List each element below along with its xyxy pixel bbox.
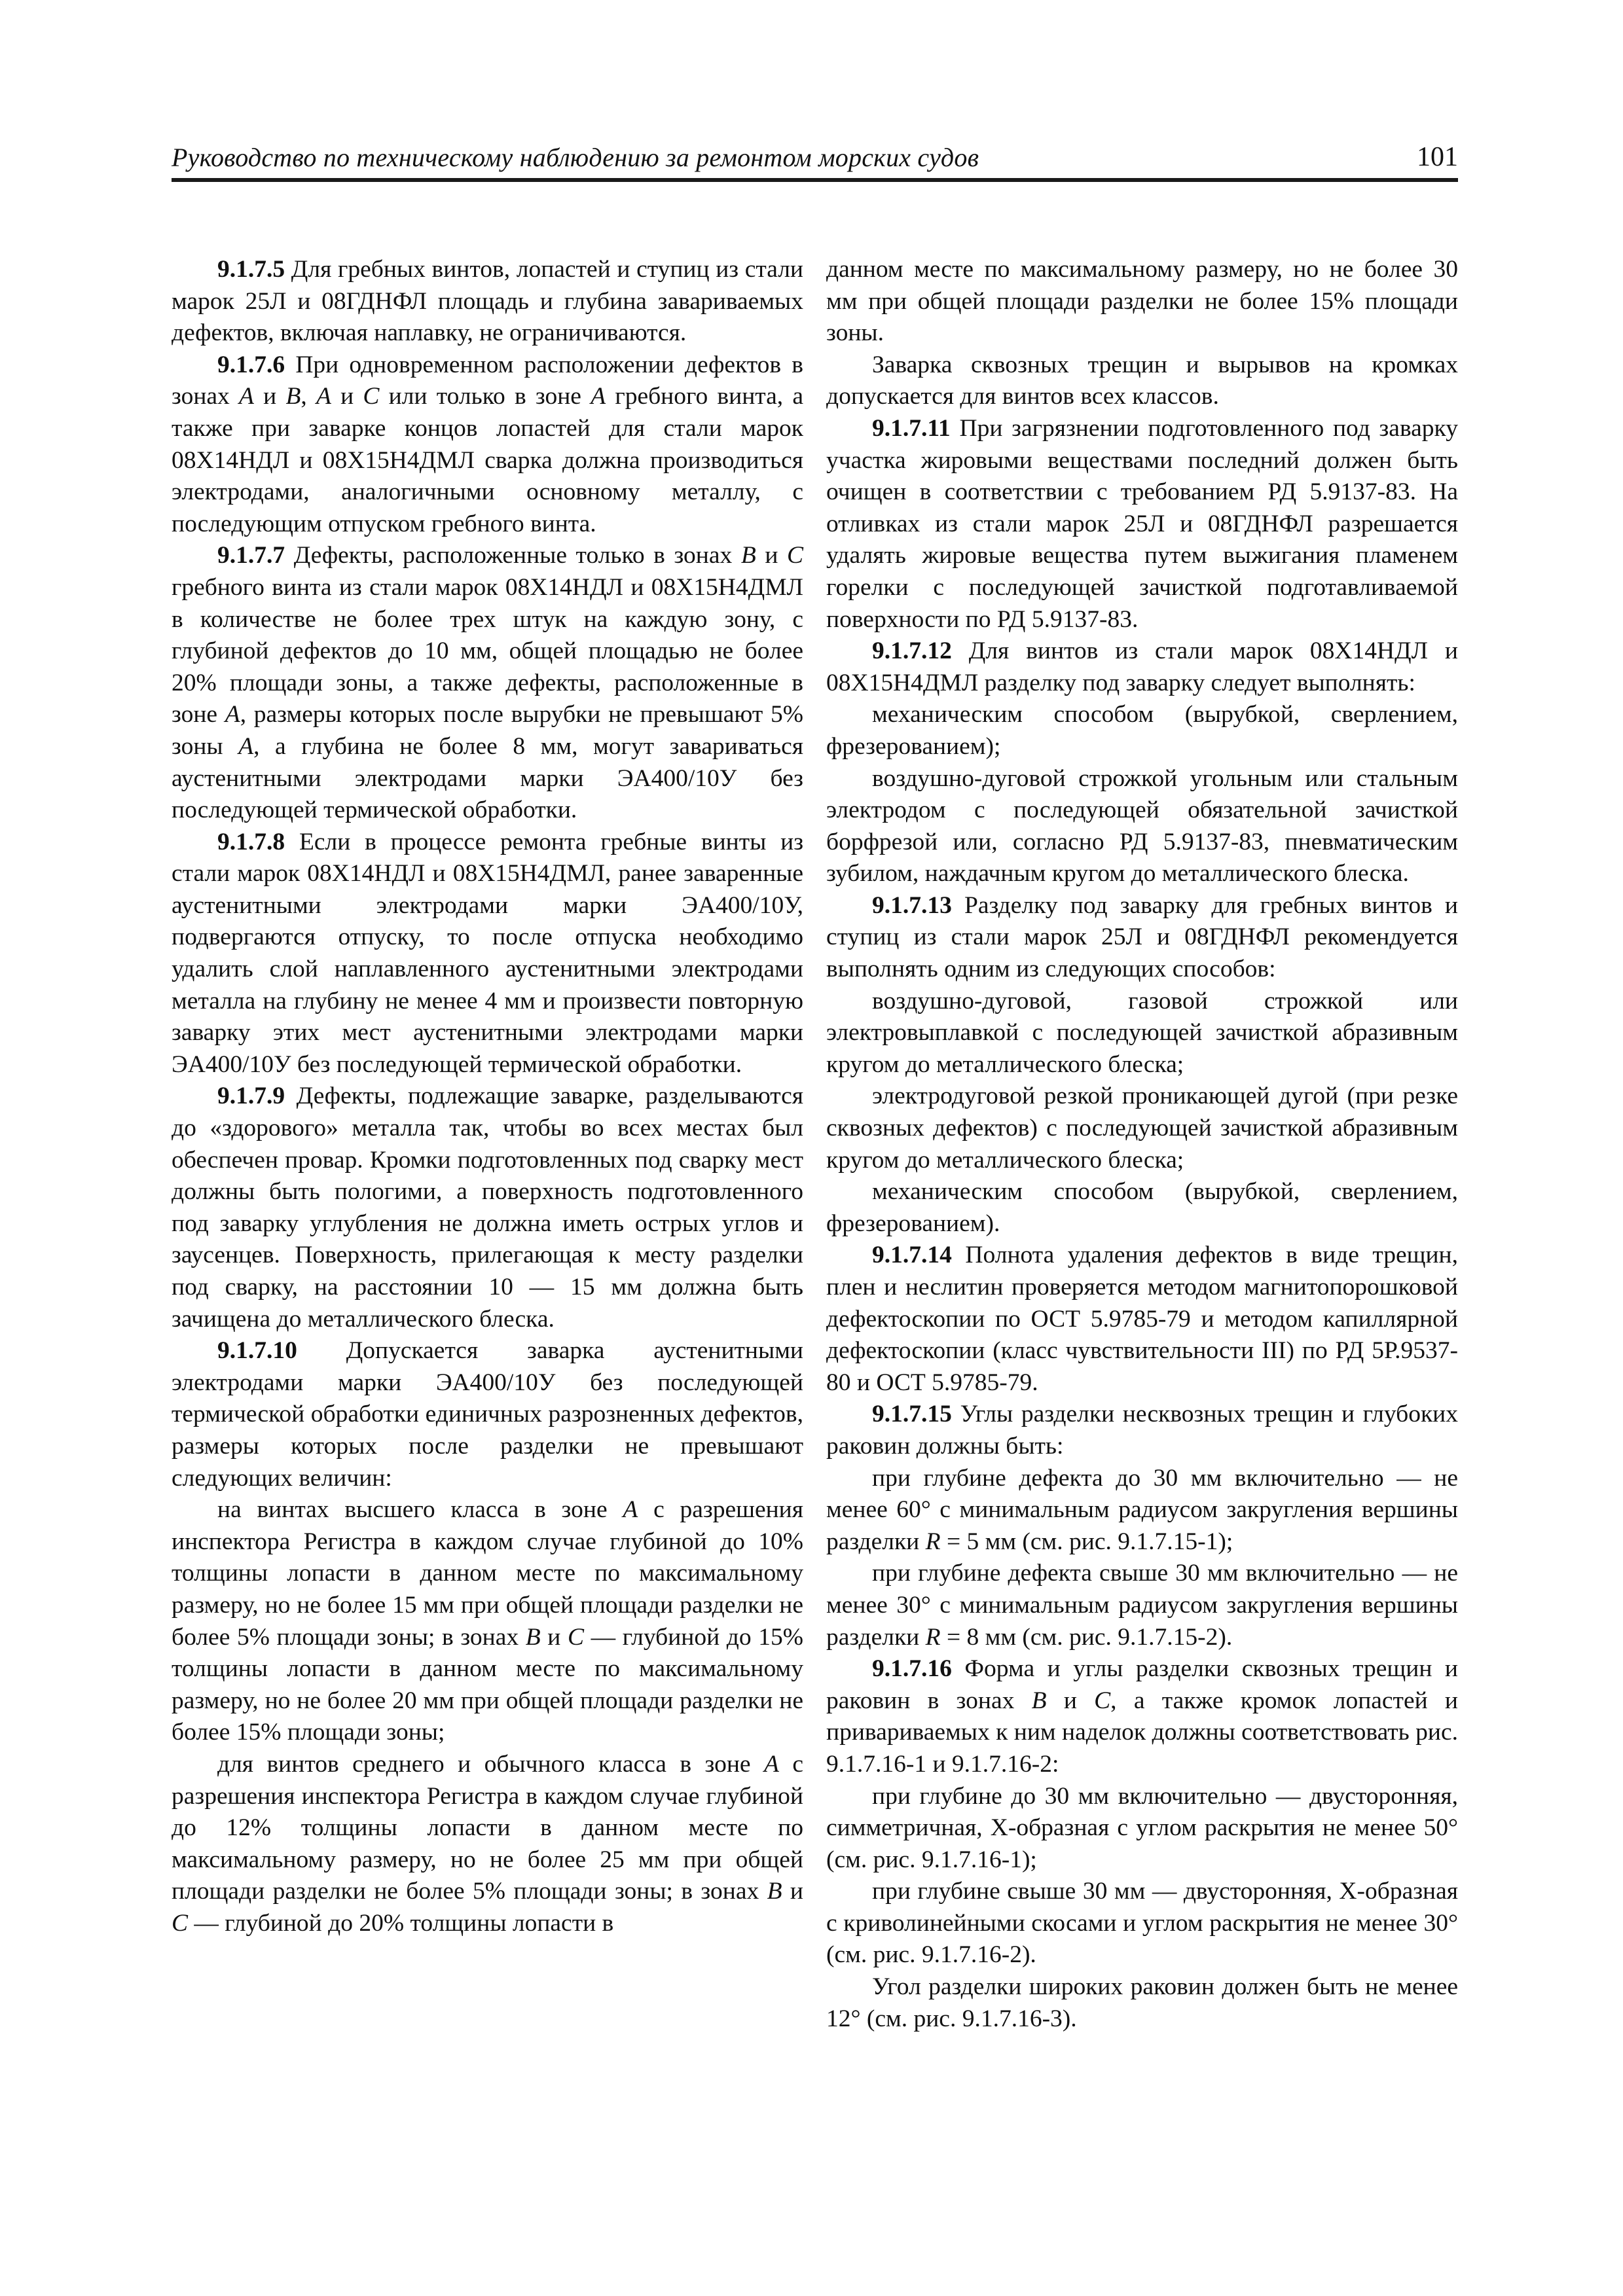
text-run: Если в процессе ремонта гребные винты из стали марок 08Х14НДЛ и 08Х15Н4ДМЛ, ранее заваренные аустенитными электродами марки ЭА400/10У, подвергаются отпуску, то после отпуска необходимо удалить слой наплавленного аустенитными электродами металла на глубину не менее 4 мм и произвести повторную заварку этих мест аустенитными электродами марки ЭА400/10У без последующей термической обработки.	[172, 828, 804, 1078]
text-run: = 8 мм (см. рис. 9.1.7.15-2).	[940, 1623, 1233, 1651]
clause-paragraph	[172, 827, 803, 1081]
text-run: электродуговой резкой проникающей дугой (при резке сквозных дефектов) с последующей зачисткой абразивным кругом до металлического блеска;	[826, 1083, 1458, 1174]
text-run: и	[782, 1878, 803, 1905]
clause-paragraph	[826, 1399, 1458, 1462]
clause-number: 9.1.7.10	[217, 1337, 297, 1365]
text-run: , а также кромок лопастей и привариваемых к ним наделок должны соответствовать рис. 9.1.7.16-1 и 9.1.7.16-2:	[826, 1687, 1458, 1778]
text-run: данном месте по максимальному размеру, но не более 30 мм при общей площади разделки не более 15% площади зоны.	[826, 256, 1458, 347]
paragraph	[826, 254, 1458, 350]
clause-number: 9.1.7.15	[872, 1401, 952, 1428]
text-run: при глубине дефекта свыше 30 мм включительно — не менее 30° с минимальным радиусом закругления вершины разделки	[826, 1560, 1458, 1651]
text-run: , а глубина не более 8 мм, могут завариваться аустенитными электродами марки ЭА400/10У без последующей термической обработки.	[172, 732, 803, 824]
clause-paragraph	[826, 1653, 1458, 1780]
italic-symbol: A	[763, 1750, 779, 1778]
italic-symbol: C	[172, 1909, 189, 1937]
text-run: при глубине до 30 мм включительно — двусторонняя, симметричная, Х-образная с углом раскрытия не менее 50° (см. рис. 9.1.7.16-1);	[826, 1782, 1458, 1873]
text-run: или только в зоне	[379, 383, 591, 410]
clause-paragraph	[826, 413, 1458, 636]
text-run: Для гребных винтов, лопастей и ступиц из стали марок 25Л и 08ГДНФЛ площадь и глубина завариваемых дефектов, включая наплавку, не ограничиваются.	[172, 256, 804, 347]
italic-symbol: B	[525, 1623, 541, 1651]
italic-symbol: C	[567, 1623, 584, 1651]
text-run: Угол разделки широких раковин должен быть не менее 12° (см. рис. 9.1.7.16-3).	[826, 1973, 1458, 2032]
text-run: при глубине свыше 30 мм — двусторонняя, Х-образная с криволинейными скосами и углом раскрытия не менее 30° (см. рис. 9.1.7.16-2).	[826, 1878, 1458, 1969]
italic-symbol: A	[591, 383, 606, 410]
text-run: и	[756, 542, 787, 569]
italic-symbol: A	[623, 1496, 638, 1524]
text-run: гребного винта из стали марок 08Х14НДЛ и 08Х15Н4ДМЛ в количестве не более трех штук на каждую зону, с глубиной дефектов до 10 мм, общей площадью не более 20% площади зоны, а также дефекты, расположенные в зоне	[172, 573, 803, 728]
paragraph	[826, 1876, 1458, 1971]
italic-symbol: R	[925, 1528, 941, 1555]
text-run: ,	[301, 383, 316, 410]
italic-symbol: A	[238, 732, 254, 760]
text-run: Разделку под заварку для гребных винтов и ступиц из стали марок 25Л и 08ГДНФЛ рекомендуется выполнять одним из следующих способов:	[826, 891, 1458, 983]
italic-symbol: B	[285, 383, 301, 410]
paragraph	[826, 1463, 1458, 1558]
text-run: При загрязнении подготовленного под заварку участка жировыми веществами последний должен быть очищен в соответствии с требованием РД 5.9137-83. На отливках из стали марок 25Л и 08ГДНФЛ разрешается удалять жировые вещества путем выжигания пламенем горелки с последующей зачисткой подготавливаемой поверхности по РД 5.9137-83.	[826, 414, 1458, 633]
text-run: воздушно-дуговой, газовой строжкой или электровыплавкой с последующей зачисткой абразивным кругом до металлического блеска;	[826, 987, 1458, 1078]
italic-symbol: B	[767, 1878, 782, 1905]
text-run: механическим способом (вырубкой, сверлением, фрезерованием);	[826, 701, 1458, 760]
clause-number: 9.1.7.14	[872, 1242, 952, 1269]
text-run: При одновременном расположении дефектов в зонах	[172, 351, 803, 410]
text-run: Полнота удаления дефектов в виде трещин, плен и неслитин проверяется методом магнитопорошковой дефектоскопии по ОСТ 5.9785-79 и методом капиллярной дефектоскопии (класс чувствительности III) по РД 5Р.9537-80 и ОСТ 5.9785-79.	[826, 1242, 1458, 1396]
text-run: и	[253, 383, 286, 410]
text-run: для винтов среднего и обычного класса в зоне	[217, 1750, 764, 1778]
clause-number: 9.1.7.8	[217, 828, 285, 855]
clause-number: 9.1.7.7	[217, 542, 285, 569]
text-run: Дефекты, расположенные только в зонах	[293, 542, 741, 569]
paragraph	[172, 1494, 803, 1749]
paragraph	[826, 986, 1458, 1081]
text-run: с разрешения инспектора Регистра в каждом случае глубиной до 12% толщины лопасти в данном месте по максимальному размеру, но не более 25 мм при общей площади разделки не более 5% площади зоны; в зонах	[172, 1750, 803, 1905]
text-run: при глубине дефекта до 30 мм включительно — не менее 60° с минимальным радиусом закругления вершины разделки	[826, 1464, 1458, 1555]
text-run: механическим способом (вырубкой, сверлением, фрезерованием).	[826, 1178, 1458, 1237]
italic-symbol: C	[363, 383, 380, 410]
running-title: Руководство по техническому наблюдению за ремонтом морских судов	[172, 143, 979, 172]
text-run: Для винтов из стали марок 08Х14НДЛ и 08Х15Н4ДМЛ разделку под заварку следует выполнять:	[826, 637, 1458, 696]
text-run: Заварка сквозных трещин и вырывов на кромках допускается для винтов всех классов.	[826, 351, 1458, 410]
text-run: Дефекты, подлежащие заварке, разделываются до «здорового» металла так, чтобы во всех местах был обеспечен провар. Кромки подготовленных под сварку мест должны быть пологими, а поверхность подготовленного под заварку углубления не должна иметь острых углов и заусенцев. Поверхность, прилегающая к месту разделки под сварку, на расстоянии 10 — 15 мм должна быть зачищена до металлического блеска.	[172, 1083, 804, 1333]
clause-paragraph	[172, 1335, 803, 1494]
paragraph	[826, 1081, 1458, 1176]
page-header	[172, 139, 1458, 182]
text-run: воздушно-дуговой строжкой угольным или стальным электродом с последующей обязательной зачисткой борфрезой или, согласно РД 5.9137-83, пневматическим зубилом, наждачным кругом до металлического блеска.	[826, 764, 1458, 888]
italic-symbol: A	[239, 383, 254, 410]
clause-paragraph	[172, 540, 803, 826]
italic-symbol: C	[786, 542, 803, 569]
paragraph	[826, 350, 1458, 413]
text-run: гребного винта, а также при заварке концов лопастей для стали марок 08Х14НДЛ и 08Х15Н4ДМЛ сварка должна производиться электродами, аналогичными основному металлу, с последующим отпуском гребного винта.	[172, 383, 803, 537]
clause-number: 9.1.7.13	[872, 891, 952, 919]
clause-paragraph	[826, 1240, 1458, 1399]
text-run: и	[331, 383, 363, 410]
italic-symbol: A	[316, 383, 331, 410]
clause-paragraph	[172, 350, 803, 541]
text-run: Допускается заварка аустенитными электродами марки ЭА400/10У без последующей термической обработки единичных разрозненных дефектов, размеры которых после разделки не превышают следующих величин:	[172, 1337, 803, 1492]
italic-symbol: B	[1031, 1687, 1047, 1714]
clause-paragraph	[172, 254, 803, 350]
paragraph	[826, 1558, 1458, 1653]
left-text-column	[172, 254, 803, 1939]
page-number: 101	[1417, 142, 1458, 172]
clause-number: 9.1.7.16	[872, 1655, 952, 1683]
text-run: с разрешения инспектора Регистра в каждом случае глубиной до 10% толщины лопасти в данном месте по максимальному размеру, но не более 15 мм при общей площади разделки не более 5% площади зоны; в зонах	[172, 1496, 803, 1651]
clause-paragraph	[826, 890, 1458, 986]
text-run: и	[1046, 1687, 1095, 1714]
italic-symbol: R	[925, 1623, 941, 1651]
text-run: и	[540, 1623, 568, 1651]
paragraph	[826, 1781, 1458, 1876]
right-text-column	[826, 254, 1458, 2035]
clause-number: 9.1.7.6	[217, 351, 285, 378]
text-run: — глубиной до 20% толщины лопасти в	[188, 1909, 614, 1937]
clause-number: 9.1.7.11	[872, 414, 951, 442]
clause-paragraph	[172, 1081, 803, 1335]
text-run: Углы разделки несквозных трещин и глубоких раковин должны быть:	[826, 1401, 1458, 1460]
clause-number: 9.1.7.12	[872, 637, 952, 665]
text-run: — глубиной до 15% толщины лопасти в данном месте по максимальному размеру, но не более 20 мм при общей площади разделки не более 15% площади зоны;	[172, 1623, 803, 1746]
italic-symbol: A	[225, 701, 240, 728]
text-run: , размеры которых после вырубки не превышают 5% зоны	[172, 701, 804, 760]
paragraph	[826, 699, 1458, 762]
clause-number: 9.1.7.5	[217, 256, 285, 283]
text-run: на винтах высшего класса в зоне	[217, 1496, 623, 1524]
paragraph	[172, 1749, 803, 1940]
text-run: Форма и углы разделки сквозных трещин и раковин в зонах	[826, 1655, 1458, 1714]
paragraph	[826, 763, 1458, 890]
italic-symbol: C	[1094, 1687, 1111, 1714]
clause-number: 9.1.7.9	[217, 1083, 285, 1110]
clause-paragraph	[826, 636, 1458, 699]
paragraph	[826, 1971, 1458, 2035]
paragraph	[826, 1176, 1458, 1240]
italic-symbol: B	[740, 542, 756, 569]
text-run: = 5 мм (см. рис. 9.1.7.15-1);	[940, 1528, 1233, 1555]
